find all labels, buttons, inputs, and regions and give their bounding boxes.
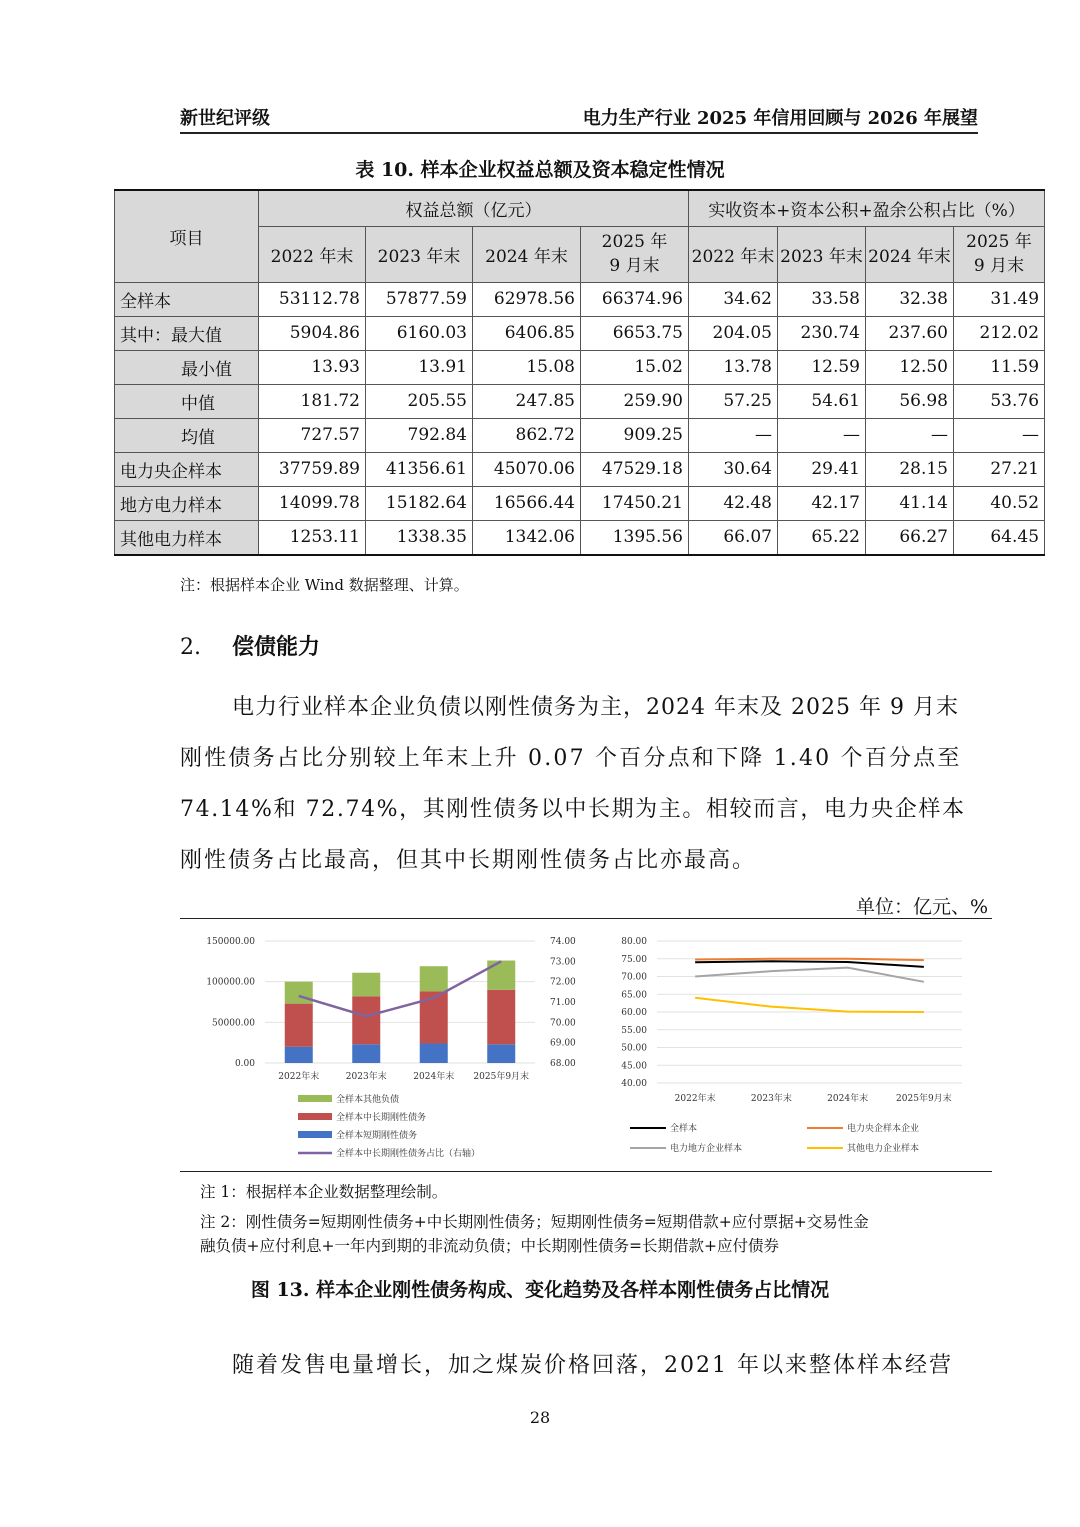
table-cell: 31.49 xyxy=(954,282,1045,316)
unit-label: 单位：亿元、% xyxy=(855,896,988,918)
y2-tick-label: 73.00 xyxy=(550,957,576,968)
table-cell: 15.08 xyxy=(473,350,581,384)
ratio-line xyxy=(299,961,502,1016)
bar-segment xyxy=(285,1004,313,1047)
legend-swatch xyxy=(298,1095,332,1102)
x-tick-label: 2024年末 xyxy=(827,1094,869,1104)
table-cell: 42.17 xyxy=(778,486,866,520)
table-row xyxy=(115,350,1045,384)
table-cell: 17450.21 xyxy=(581,486,689,520)
y2-tick-label: 69.00 xyxy=(550,1038,576,1049)
y-tick-label: 100000.00 xyxy=(206,977,255,988)
figure-note-2a: 注 2：刚性债务=短期刚性债务+中长期刚性债务；短期刚性债务=短期借款+应付票据+交易性金 xyxy=(200,1213,869,1231)
paragraph-line: 刚性债务占比最高，但其中长期刚性债务占比亦最高。 xyxy=(180,848,757,873)
legend-label: 全样本 xyxy=(670,1124,698,1134)
paragraph-line: 刚性债务占比分别较上年末上升 0.07 个百分点和下降 1.40 个百分点至 xyxy=(180,746,962,771)
y2-tick-label: 68.00 xyxy=(550,1059,576,1069)
table-cell: 205.55 xyxy=(366,384,473,418)
y-tick-label: 50000.00 xyxy=(212,1018,255,1029)
year-header: 2022 年末 xyxy=(259,226,366,282)
legend-label: 电力地方企业样本 xyxy=(670,1144,743,1154)
figure-note-1: 注 1：根据样本企业数据整理绘制。 xyxy=(200,1183,448,1201)
table-row xyxy=(115,486,1045,520)
table-cell: 13.91 xyxy=(366,350,473,384)
table-cell: 14099.78 xyxy=(259,486,366,520)
table-cell: 40.52 xyxy=(954,486,1045,520)
table-cell: 15182.64 xyxy=(366,486,473,520)
bar-segment xyxy=(352,996,380,1044)
table-cell: 181.72 xyxy=(259,384,366,418)
section-title: 偿债能力 xyxy=(232,634,321,660)
table-cell: 247.85 xyxy=(473,384,581,418)
table-cell: 41.14 xyxy=(866,486,954,520)
table-cell: 6160.03 xyxy=(366,316,473,350)
y-tick-label: 55.00 xyxy=(621,1025,647,1036)
x-tick-label: 2025年9月末 xyxy=(896,1094,952,1104)
series-line xyxy=(695,961,924,967)
table-cell: 1395.56 xyxy=(581,520,689,555)
group2-header: 实收资本+资本公积+盈余公积占比（%） xyxy=(689,190,1045,226)
table-row xyxy=(115,520,1045,555)
year-header: 2024 年末 xyxy=(866,226,954,282)
table-cell: 30.64 xyxy=(689,452,778,486)
table-row xyxy=(115,452,1045,486)
page-number: 28 xyxy=(529,1408,551,1427)
debt-ratio-chart xyxy=(582,919,992,1169)
bar-segment xyxy=(420,991,448,1043)
paragraph-line: 随着发售电量增长，加之煤炭价格回落，2021 年以来整体样本经营 xyxy=(232,1353,953,1378)
x-tick-label: 2023年末 xyxy=(345,1072,387,1082)
table-cell: 32.38 xyxy=(866,282,954,316)
table-cell: 237.60 xyxy=(866,316,954,350)
table-cell: 1253.11 xyxy=(259,520,366,555)
row-label: 均值 xyxy=(115,418,259,452)
year-header: 2025 年 9 月末 xyxy=(581,226,689,282)
table-cell: — xyxy=(866,418,954,452)
table-row xyxy=(115,384,1045,418)
table-cell: 727.57 xyxy=(259,418,366,452)
table-cell: 62978.56 xyxy=(473,282,581,316)
table-cell: 1342.06 xyxy=(473,520,581,555)
bar-segment xyxy=(285,1047,313,1063)
table-cell: 29.41 xyxy=(778,452,866,486)
x-tick-label: 2023年末 xyxy=(750,1094,792,1104)
y-tick-label: 0.00 xyxy=(234,1059,255,1069)
y-tick-label: 80.00 xyxy=(621,937,647,947)
table-cell: 53.76 xyxy=(954,384,1045,418)
table-cell: 11.59 xyxy=(954,350,1045,384)
table-cell: 792.84 xyxy=(366,418,473,452)
row-label: 中值 xyxy=(115,384,259,418)
row-label: 其他电力样本 xyxy=(115,520,259,555)
series-line xyxy=(695,968,924,982)
bar-segment xyxy=(285,982,313,1004)
year-header: 2023 年末 xyxy=(366,226,473,282)
row-label: 地方电力样本 xyxy=(115,486,259,520)
series-line xyxy=(695,998,924,1012)
x-tick-label: 2022年末 xyxy=(278,1072,320,1082)
table-cell: 34.62 xyxy=(689,282,778,316)
row-label: 全样本 xyxy=(115,282,259,316)
series-line xyxy=(695,959,924,960)
table-cell: 66.07 xyxy=(689,520,778,555)
table-cell: 54.61 xyxy=(778,384,866,418)
table-row xyxy=(115,316,1045,350)
y-tick-label: 70.00 xyxy=(621,972,647,983)
x-tick-label: 2024年末 xyxy=(413,1072,455,1082)
figure-note-2b: 融负债+应付利息+一年内到期的非流动负债；中长期刚性债务=长期借款+应付债券 xyxy=(200,1237,779,1255)
section-number: 2. xyxy=(180,635,201,660)
legend-label: 其他电力企业样本 xyxy=(847,1144,920,1154)
table-cell: 230.74 xyxy=(778,316,866,350)
y2-tick-label: 70.00 xyxy=(550,1018,576,1029)
row-label: 其中：最大值 xyxy=(115,316,259,350)
table-cell: 33.58 xyxy=(778,282,866,316)
y-tick-label: 65.00 xyxy=(621,990,647,1001)
table-cell: 56.98 xyxy=(866,384,954,418)
table-cell: — xyxy=(778,418,866,452)
y-tick-label: 60.00 xyxy=(621,1008,647,1018)
table-cell: 53112.78 xyxy=(259,282,366,316)
table-cell: 42.48 xyxy=(689,486,778,520)
table-cell: 27.21 xyxy=(954,452,1045,486)
legend-label: 电力央企样本企业 xyxy=(847,1124,920,1134)
year-header: 2022 年末 xyxy=(689,226,778,282)
table-cell: 259.90 xyxy=(581,384,689,418)
table-cell: — xyxy=(689,418,778,452)
table-cell: 57877.59 xyxy=(366,282,473,316)
table-cell: 862.72 xyxy=(473,418,581,452)
table-cell: 13.93 xyxy=(259,350,366,384)
table-cell: — xyxy=(954,418,1045,452)
table-cell: 66374.96 xyxy=(581,282,689,316)
debt-structure-chart xyxy=(180,919,576,1169)
table-cell: 5904.86 xyxy=(259,316,366,350)
y-tick-label: 45.00 xyxy=(621,1061,647,1072)
bar-segment xyxy=(420,966,448,991)
y-tick-label: 40.00 xyxy=(621,1079,647,1089)
table-cell: 204.05 xyxy=(689,316,778,350)
row-label: 电力央企样本 xyxy=(115,452,259,486)
table-note: 注：根据样本企业 Wind 数据整理、计算。 xyxy=(180,576,469,594)
bar-segment xyxy=(487,961,515,990)
paragraph-line: 电力行业样本企业负债以刚性债务为主，2024 年末及 2025 年 9 月末 xyxy=(232,695,959,720)
table-cell: 16566.44 xyxy=(473,486,581,520)
legend-label: 全样本中长期刚性债务占比（右轴） xyxy=(336,1149,481,1159)
table-cell: 47529.18 xyxy=(581,452,689,486)
year-header: 2025 年 9 月末 xyxy=(954,226,1045,282)
table-row xyxy=(115,418,1045,452)
table-cell: 64.45 xyxy=(954,520,1045,555)
x-tick-label: 2025年9月末 xyxy=(473,1072,530,1082)
table-cell: 212.02 xyxy=(954,316,1045,350)
table-cell: 12.59 xyxy=(778,350,866,384)
table-row xyxy=(115,282,1045,316)
table-cell: 41356.61 xyxy=(366,452,473,486)
header-left: 新世纪评级 xyxy=(180,108,270,129)
y2-tick-label: 74.00 xyxy=(550,937,576,947)
paragraph-line: 74.14%和 72.74%，其刚性债务以中长期为主。相较而言，电力央企样本 xyxy=(180,797,966,822)
legend-swatch xyxy=(298,1131,332,1138)
year-header: 2024 年末 xyxy=(473,226,581,282)
table-title: 表 10. 样本企业权益总额及资本稳定性情况 xyxy=(355,159,725,181)
x-tick-label: 2022年末 xyxy=(674,1094,716,1104)
figure-title: 图 13. 样本企业刚性债务构成、变化趋势及各样本刚性债务占比情况 xyxy=(250,1279,830,1301)
table-cell: 37759.89 xyxy=(259,452,366,486)
y-tick-label: 50.00 xyxy=(621,1043,647,1054)
bar-segment xyxy=(420,1043,448,1063)
table-cell: 1338.35 xyxy=(366,520,473,555)
equity-table xyxy=(114,189,1045,556)
col-item-header: 项目 xyxy=(115,190,259,282)
row-label: 最小值 xyxy=(115,350,259,384)
legend-label: 全样本其他负债 xyxy=(336,1095,400,1105)
bar-segment xyxy=(352,1044,380,1063)
y2-tick-label: 71.00 xyxy=(550,998,576,1008)
bar-segment xyxy=(487,1044,515,1063)
table-cell: 15.02 xyxy=(581,350,689,384)
bar-segment xyxy=(487,990,515,1044)
header-right: 电力生产行业 2025 年信用回顾与 2026 年展望 xyxy=(582,108,978,129)
figure-box xyxy=(180,918,992,1172)
section-heading xyxy=(180,630,320,661)
table-cell: 57.25 xyxy=(689,384,778,418)
y2-tick-label: 72.00 xyxy=(550,977,576,988)
table-cell: 13.78 xyxy=(689,350,778,384)
table-cell: 6406.85 xyxy=(473,316,581,350)
table-cell: 65.22 xyxy=(778,520,866,555)
table-cell: 45070.06 xyxy=(473,452,581,486)
table-cell: 6653.75 xyxy=(581,316,689,350)
legend-swatch xyxy=(298,1113,332,1120)
y-tick-label: 75.00 xyxy=(621,954,647,965)
table-cell: 28.15 xyxy=(866,452,954,486)
table-cell: 66.27 xyxy=(866,520,954,555)
bar-segment xyxy=(352,973,380,997)
legend-label: 全样本中长期刚性债务 xyxy=(336,1113,427,1123)
y-tick-label: 150000.00 xyxy=(206,937,255,947)
table-cell: 12.50 xyxy=(866,350,954,384)
page-header xyxy=(180,102,978,134)
group1-header: 权益总额（亿元） xyxy=(259,190,689,226)
table-cell: 909.25 xyxy=(581,418,689,452)
year-header: 2023 年末 xyxy=(778,226,866,282)
legend-label: 全样本短期刚性债务 xyxy=(336,1131,418,1141)
